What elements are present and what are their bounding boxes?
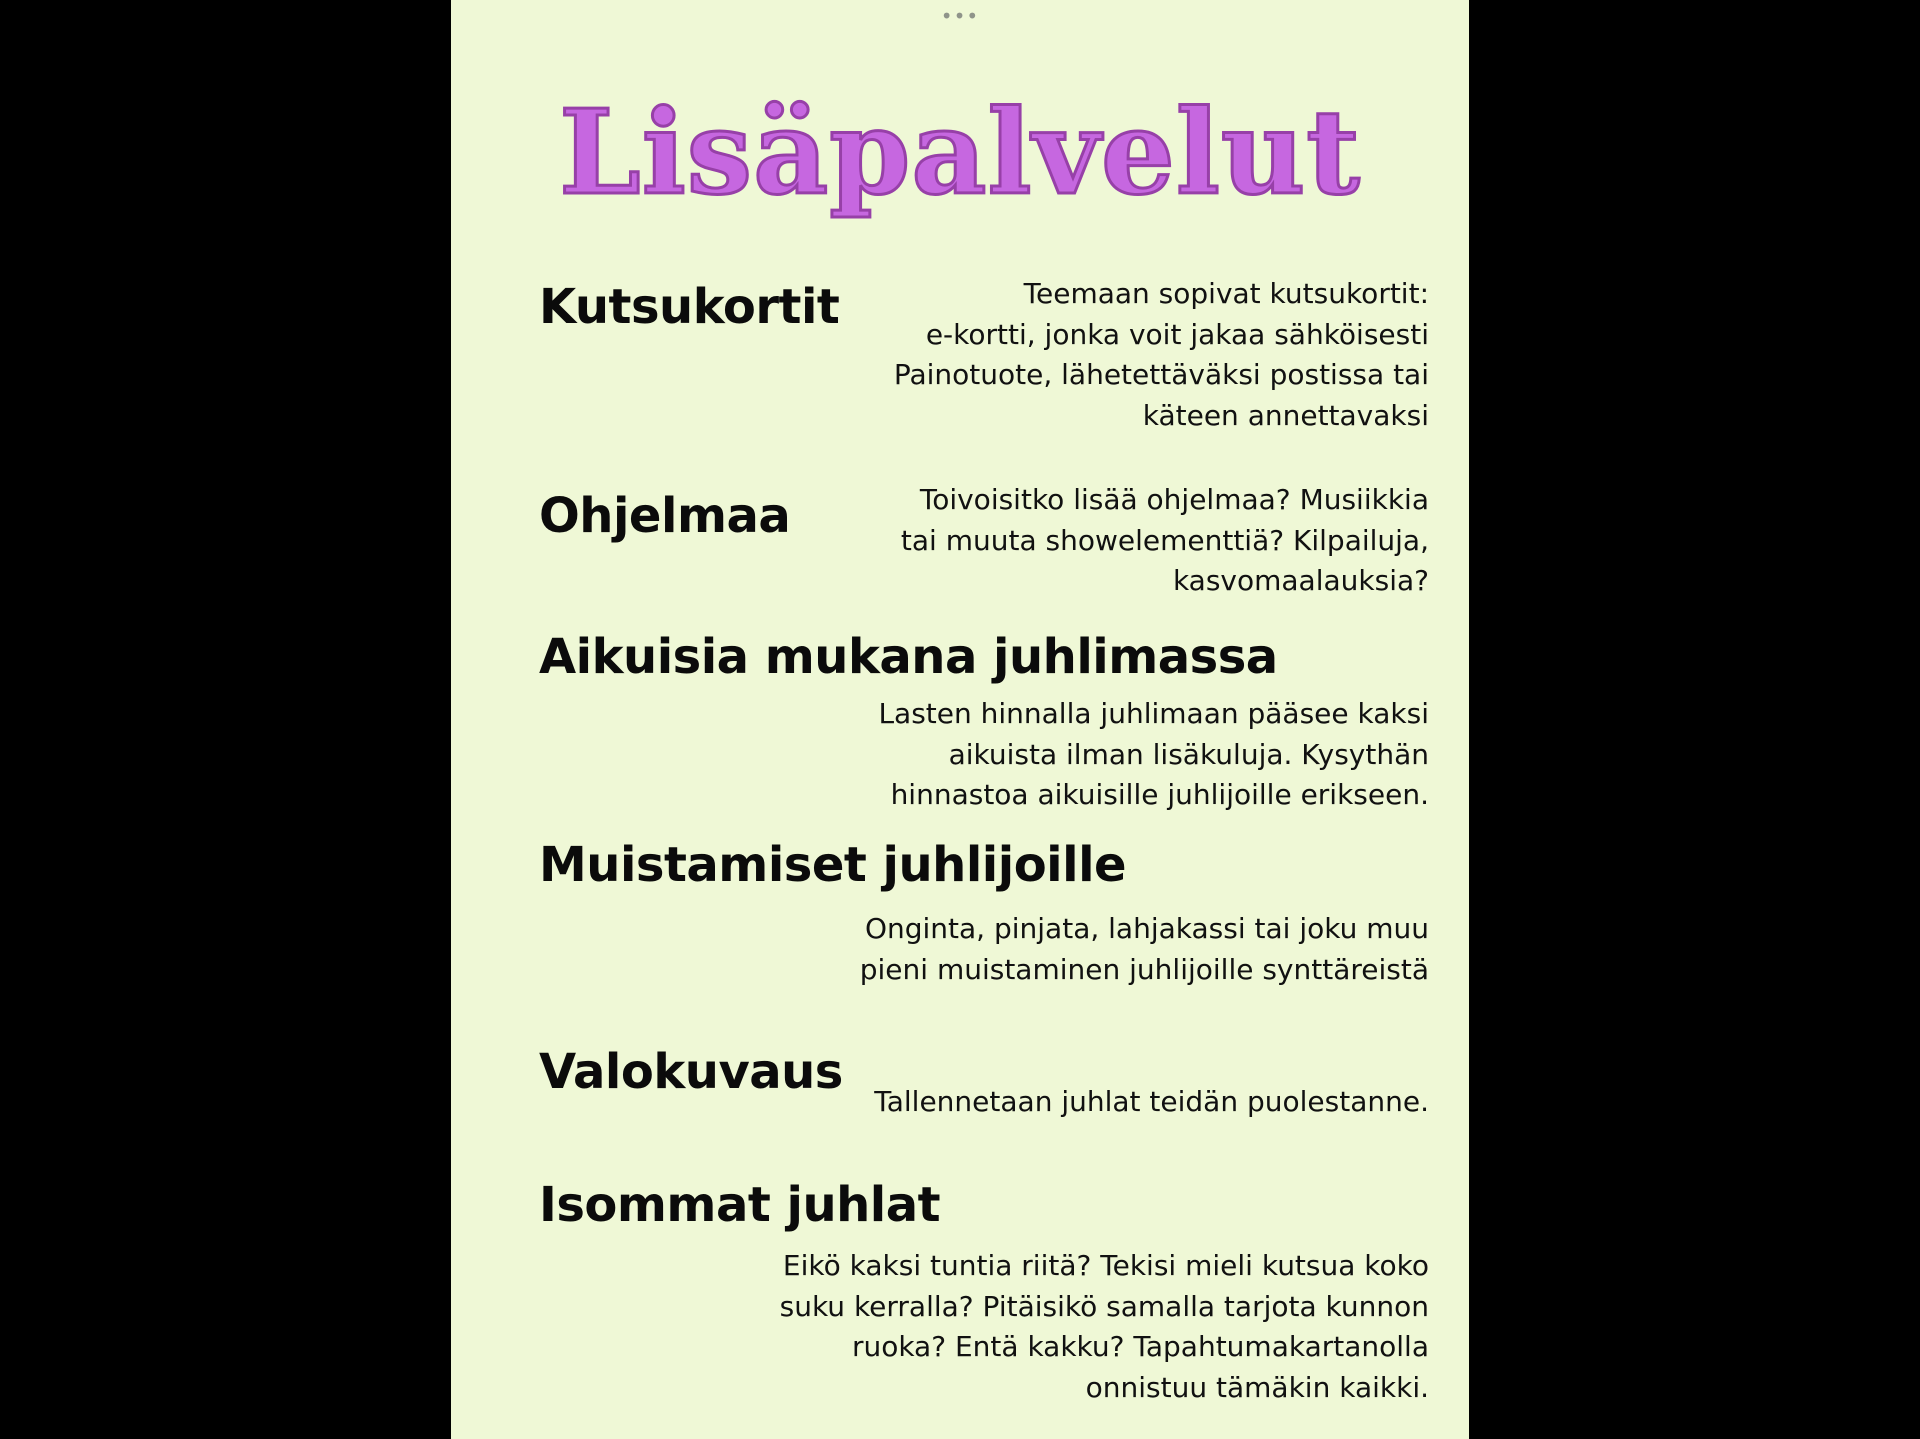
section-description-isommat-juhlat — [709, 1246, 1429, 1408]
description-line: Lasten hinnalla juhlimaan pääsee kaksi — [878, 697, 1429, 730]
description-line: kasvomaalauksia? — [1172, 564, 1429, 597]
section-description-kutsukortit — [789, 274, 1429, 436]
description-line: Onginta, pinjata, lahjakassi tai joku muu — [864, 912, 1429, 945]
section-description-aikuisia — [789, 694, 1429, 816]
description-line: hinnastoa aikuisille juhlijoille erikseen. — [890, 778, 1429, 811]
section-heading-aikuisia: Aikuisia mukana juhlimassa — [539, 629, 1278, 685]
page-title: Lisäpalvelut — [559, 85, 1361, 221]
description-line: aikuista ilman lisäkuluja. Kysythän — [948, 737, 1429, 771]
description-line: Tallennetaan juhlat teidän puolestanne. — [874, 1085, 1429, 1118]
description-line: ruoka? Entä kakku? Tapahtumakartanolla — [851, 1330, 1429, 1363]
description-line: Eikö kaksi tuntia riitä? Tekisi mieli kutsua koko — [782, 1249, 1429, 1282]
description-line: e-kortti, jonka voit jakaa sähköisesti — [925, 317, 1429, 351]
section-description-valokuvaus — [789, 1082, 1429, 1123]
description-line: Painotuote, lähetettäväksi postissa tai — [893, 358, 1429, 391]
description-line: pieni muistaminen juhlijoille synttäreistä — [859, 952, 1429, 986]
description-line: Toivoisitko lisää ohjelmaa? Musiikkia — [919, 483, 1429, 516]
description-line: tai muuta showelementtiä? Kilpailuja, — [900, 523, 1429, 557]
description-line: suku kerralla? Pitäisikö samalla tarjota kunnon — [779, 1289, 1429, 1323]
section-heading-muistamiset: Muistamiset juhlijoille — [539, 837, 1127, 893]
section-description-ohjelmaa — [789, 480, 1429, 602]
section-heading-isommat-juhlat: Isommat juhlat — [539, 1177, 941, 1233]
section-heading-valokuvaus: Valokuvaus — [539, 1044, 843, 1100]
description-line: käteen annettavaksi — [1142, 398, 1429, 432]
description-line: onnistuu tämäkin kaikki. — [1085, 1370, 1429, 1404]
section-description-muistamiset — [789, 909, 1429, 990]
section-heading-ohjelmaa: Ohjelmaa — [539, 488, 791, 544]
section-heading-kutsukortit: Kutsukortit — [539, 279, 840, 335]
document-page — [451, 0, 1469, 1439]
more-options-icon[interactable]: ••• — [940, 4, 980, 28]
description-line: Teemaan sopivat kutsukortit: — [1023, 277, 1429, 310]
